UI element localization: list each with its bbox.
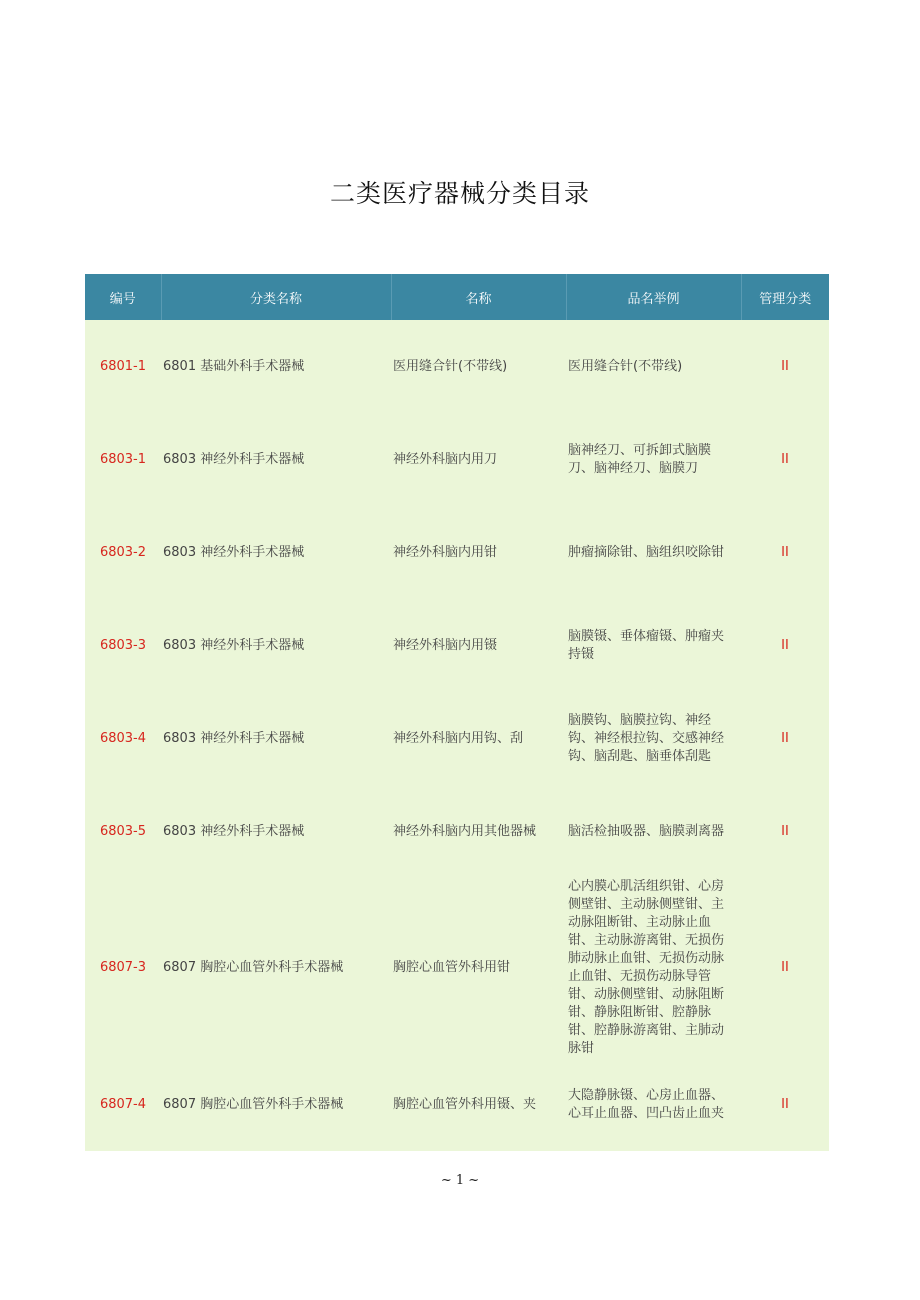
catalog-table xyxy=(85,274,829,1151)
cell-examples: 肿瘤摘除钳、脑组织咬除钳 xyxy=(566,506,741,599)
cell-code: 6801-1 xyxy=(85,320,161,413)
cell-examples: 医用缝合针(不带线) xyxy=(566,320,741,413)
cell-code: 6807-4 xyxy=(85,1058,161,1151)
cell-category: 6803 神经外科手术器械 xyxy=(161,692,391,785)
cell-category: 6807 胸腔心血管外科手术器械 xyxy=(161,878,391,1058)
cell-category: 6803 神经外科手术器械 xyxy=(161,785,391,878)
table-row xyxy=(85,506,829,599)
cell-examples: 大隐静脉镊、心房止血器、心耳止血器、凹凸齿止血夹 xyxy=(566,1058,741,1151)
table-row xyxy=(85,599,829,692)
cell-code: 6803-5 xyxy=(85,785,161,878)
cell-class: II xyxy=(741,692,829,785)
cell-class: II xyxy=(741,785,829,878)
table-body xyxy=(85,320,829,1151)
cell-examples: 脑膜钩、脑膜拉钩、神经钩、神经根拉钩、交感神经钩、脑刮匙、脑垂体刮匙 xyxy=(566,692,741,785)
header-row xyxy=(85,274,829,320)
cell-category: 6801 基础外科手术器械 xyxy=(161,320,391,413)
table-row xyxy=(85,692,829,785)
cell-category: 6803 神经外科手术器械 xyxy=(161,506,391,599)
cell-examples: 脑活检抽吸器、脑膜剥离器 xyxy=(566,785,741,878)
cell-class: II xyxy=(741,506,829,599)
cell-code: 6803-2 xyxy=(85,506,161,599)
cell-name: 神经外科脑内用钩、刮 xyxy=(391,692,566,785)
cell-category: 6807 胸腔心血管外科手术器械 xyxy=(161,1058,391,1151)
cell-examples: 心内膜心肌活组织钳、心房侧壁钳、主动脉侧壁钳、主动脉阻断钳、主动脉止血钳、主动脉游离钳、无损伤肺动脉止血钳、无损伤动脉止血钳、无损伤动脉导管钳、动脉侧壁钳、动脉阻断钳、静脉阻断钳、腔静脉钳、腔静脉游离钳、主肺动脉钳 xyxy=(566,878,741,1058)
cell-name: 神经外科脑内用钳 xyxy=(391,506,566,599)
table-row xyxy=(85,320,829,413)
cell-name: 胸腔心血管外科用镊、夹 xyxy=(391,1058,566,1151)
cell-class: II xyxy=(741,413,829,506)
cell-name: 胸腔心血管外科用钳 xyxy=(391,878,566,1058)
cell-examples: 脑膜镊、垂体瘤镊、肿瘤夹持镊 xyxy=(566,599,741,692)
cell-name: 神经外科脑内用刀 xyxy=(391,413,566,506)
cell-code: 6803-3 xyxy=(85,599,161,692)
cell-class: II xyxy=(741,1058,829,1151)
table-row xyxy=(85,878,829,1058)
table-header xyxy=(85,274,829,320)
cell-category: 6803 神经外科手术器械 xyxy=(161,413,391,506)
table-row xyxy=(85,1058,829,1151)
cell-code: 6803-1 xyxy=(85,413,161,506)
header-examples: 品名举例 xyxy=(566,274,741,320)
page-number: ~ 1 ~ xyxy=(440,1173,480,1188)
header-category: 分类名称 xyxy=(161,274,391,320)
cell-name: 医用缝合针(不带线) xyxy=(391,320,566,413)
cell-examples: 脑神经刀、可拆卸式脑膜刀、脑神经刀、脑膜刀 xyxy=(566,413,741,506)
table-row xyxy=(85,413,829,506)
table-row xyxy=(85,785,829,878)
cell-name: 神经外科脑内用镊 xyxy=(391,599,566,692)
cell-code: 6803-4 xyxy=(85,692,161,785)
cell-class: II xyxy=(741,878,829,1058)
header-name: 名称 xyxy=(391,274,566,320)
cell-class: II xyxy=(741,599,829,692)
cell-code: 6807-3 xyxy=(85,878,161,1058)
cell-category: 6803 神经外科手术器械 xyxy=(161,599,391,692)
header-class: 管理分类 xyxy=(741,274,829,320)
cell-name: 神经外科脑内用其他器械 xyxy=(391,785,566,878)
cell-class: II xyxy=(741,320,829,413)
header-code: 编号 xyxy=(85,274,161,320)
page-title: 二类医疗器械分类目录 xyxy=(329,179,590,208)
